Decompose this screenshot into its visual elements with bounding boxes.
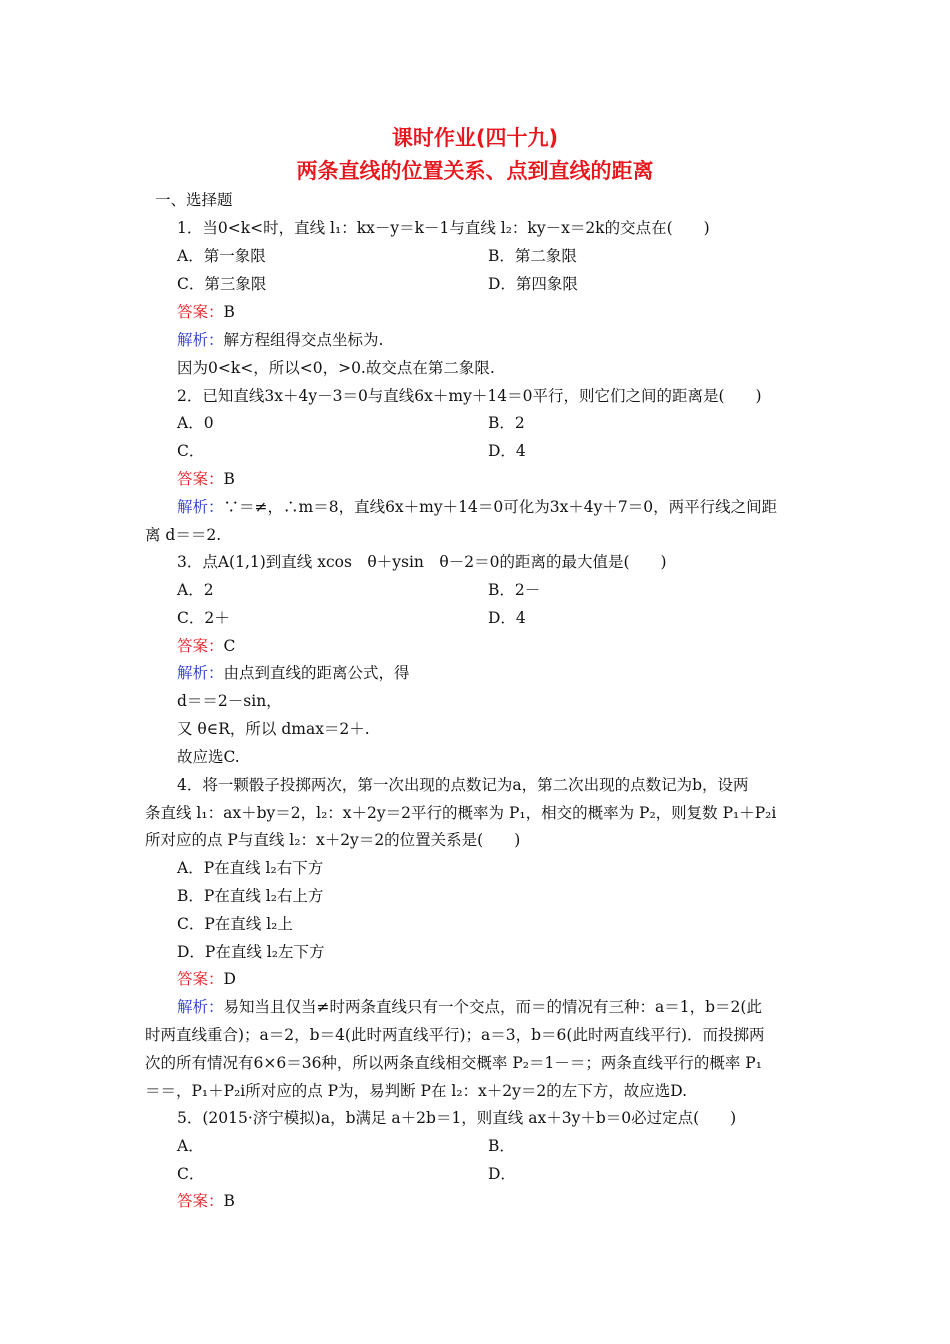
q3-analysis-line2: d＝＝2－sin，: [177, 692, 282, 710]
q5-answer: [177, 1191, 235, 1211]
q4-option-c: C．P在直线 l₂上: [177, 915, 293, 933]
analysis-text: 由点到直线的距离公式，得: [223, 664, 410, 682]
q4-option-d: D．P在直线 l₂左下方: [177, 943, 325, 961]
section-heading: 一、选择题: [155, 191, 233, 209]
analysis-label: 解析：: [177, 498, 224, 516]
analysis-text: 解方程组得交点坐标为.: [223, 331, 384, 349]
q4-analysis-line3: 次的所有情况有6×6＝36种，所以两条直线相交概率 P₂＝1－＝；两条直线平行的概率 P₁: [145, 1054, 762, 1072]
q1-stem: 1．当0<k<时，直线 l₁：kx－y＝k－1与直线 l₂：ky－x＝2k的交点在( ): [177, 219, 710, 237]
document-subtitle: 两条直线的位置关系、点到直线的距离: [296, 159, 654, 183]
q5-stem: 5．(2015·济宁模拟)a，b满足 a＋2b＝1，则直线 ax＋3y＋b＝0必过定点( ): [177, 1109, 737, 1127]
q5-option-b: B．: [488, 1137, 515, 1155]
q4-stem: 4．将一颗骰子投掷两次，第一次出现的点数记为a，第二次出现的点数记为b，设两: [177, 776, 749, 794]
q4-stem-line3: 所对应的点 P与直线 l₂：x＋2y＝2的位置关系是( ): [145, 831, 521, 849]
q2-analysis: [177, 497, 777, 517]
answer-value: D: [223, 970, 236, 988]
q3-analysis: [177, 663, 410, 683]
document-title: 课时作业(四十九): [391, 126, 559, 150]
q4-option-a: A．P在直线 l₂右下方: [177, 859, 324, 877]
q2-option-d: D．4: [488, 442, 526, 460]
analysis-label: 解析：: [177, 998, 224, 1016]
q1-option-a: A．第一象限: [177, 247, 266, 265]
q5-option-a: A．: [177, 1137, 204, 1155]
analysis-text: ∵＝≠，∴m＝8，直线6x＋my＋14＝0可化为3x＋4y＋7＝0，两平行线之间距: [223, 498, 778, 516]
q3-analysis-line4: 故应选C.: [177, 748, 240, 766]
q3-answer: [177, 636, 235, 656]
q2-analysis-line2: 离 d＝＝2.: [145, 526, 222, 544]
q3-option-d: D．4: [488, 609, 526, 627]
q4-answer: [177, 969, 236, 989]
q3-stem: 3．点A(1,1)到直线 xcos θ＋ysin θ－2＝0的距离的最大值是( ): [177, 553, 667, 571]
analysis-label: 解析：: [177, 331, 224, 349]
q4-stem-line2: 条直线 l₁：ax＋by＝2，l₂：x＋2y＝2平行的概率为 P₁，相交的概率为 P₂，则复数 P₁＋P₂i: [145, 804, 777, 822]
answer-label: 答案：: [177, 470, 224, 488]
q2-option-a: A．0: [177, 414, 214, 432]
q1-analysis: [177, 330, 383, 350]
answer-label: 答案：: [177, 1192, 224, 1210]
analysis-label: 解析：: [177, 664, 224, 682]
answer-value: B: [223, 470, 235, 488]
answer-value: C: [223, 637, 236, 655]
q4-analysis: [177, 997, 762, 1017]
q3-option-c: C．2＋: [177, 609, 230, 627]
q5-option-c: C．: [177, 1165, 205, 1183]
analysis-text: 易知当且仅当≠时两条直线只有一个交点，而＝的情况有三种：a＝1，b＝2(此: [223, 998, 762, 1016]
answer-value: B: [223, 303, 235, 321]
q1-option-d: D．第四象限: [488, 275, 578, 293]
q1-analysis-line2: 因为0<k<，所以<0，>0.故交点在第二象限.: [177, 359, 495, 377]
q4-option-b: B．P在直线 l₂右上方: [177, 887, 324, 905]
answer-label: 答案：: [177, 970, 224, 988]
q2-answer: [177, 469, 235, 489]
answer-value: B: [223, 1192, 235, 1210]
answer-label: 答案：: [177, 303, 224, 321]
q1-option-c: C．第三象限: [177, 275, 267, 293]
q2-stem: 2．已知直线3x＋4y－3＝0与直线6x＋my＋14＝0平行，则它们之间的距离是( ): [177, 387, 762, 405]
q2-option-b: B．2: [488, 414, 525, 432]
q3-option-a: A．2: [177, 581, 214, 599]
q5-option-d: D．: [488, 1165, 516, 1183]
q1-answer: [177, 302, 235, 322]
q2-option-c: C．: [177, 442, 205, 460]
q1-option-b: B．第二象限: [488, 247, 577, 265]
answer-label: 答案：: [177, 637, 224, 655]
q3-option-b: B．2－: [488, 581, 541, 599]
q4-analysis-line2: 时两直线重合)；a＝2，b＝4(此时两直线平行)；a＝3，b＝6(此时两直线平行)．而投掷两: [145, 1026, 765, 1044]
q3-analysis-line3: 又 θ∈R，所以 dmax＝2＋.: [177, 720, 370, 738]
q4-analysis-line4: ＝＝，P₁＋P₂i所对应的点 P为，易判断 P在 l₂：x＋2y＝2的左下方，故应选D.: [145, 1082, 688, 1100]
